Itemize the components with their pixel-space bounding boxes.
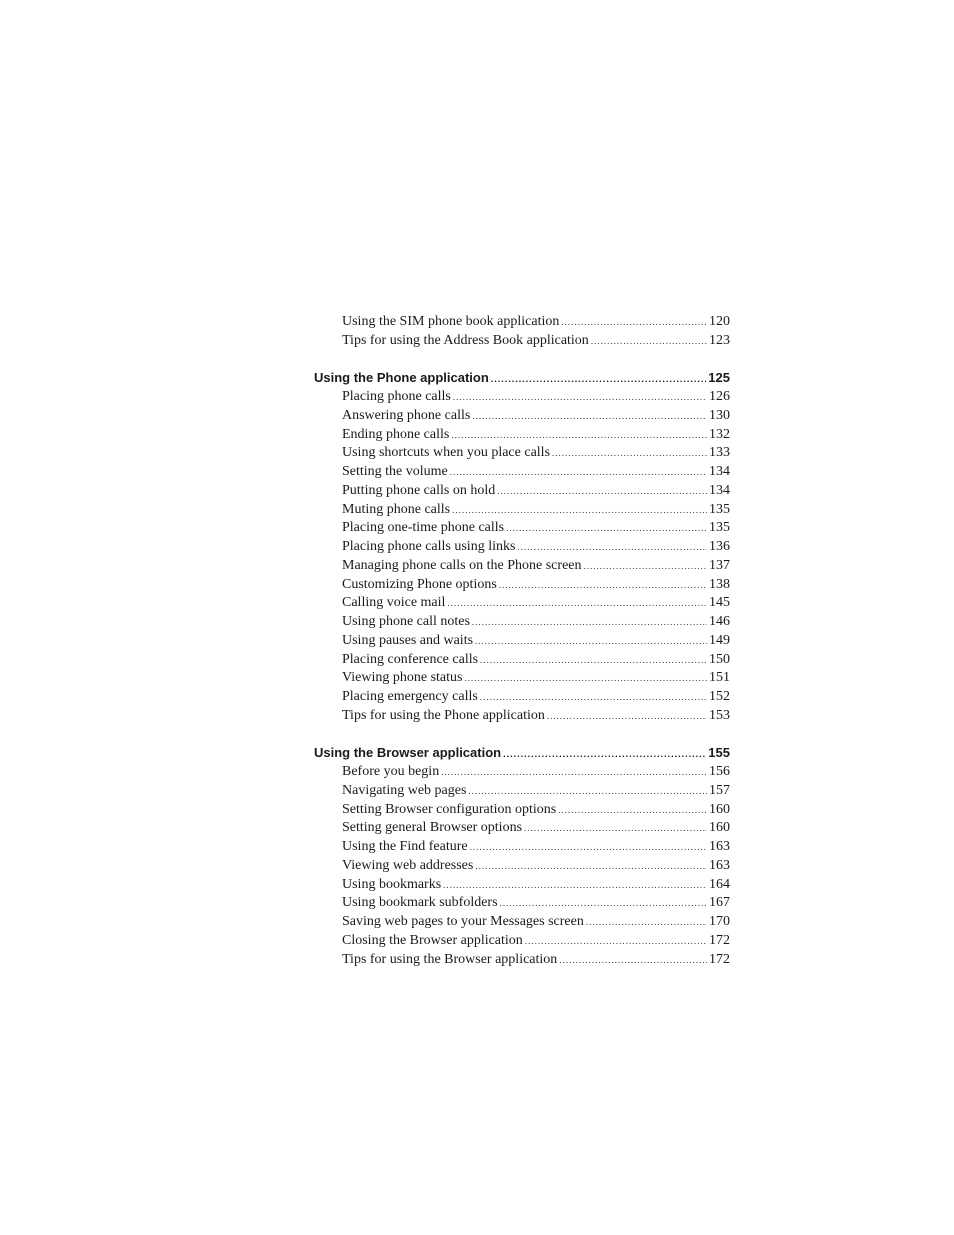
toc-entry[interactable]: [314, 932, 730, 951]
toc-entry[interactable]: [314, 763, 730, 782]
entry-title: Customizing Phone options: [342, 576, 497, 592]
section-spacer: [314, 726, 730, 745]
entry-page-number: 136: [709, 539, 730, 554]
entry-title: Saving web pages to your Messages screen: [342, 914, 584, 929]
dot-leader: [480, 651, 707, 670]
dot-leader: [586, 913, 707, 932]
entry-page-number: 157: [709, 782, 730, 798]
entry-title: Navigating web pages: [342, 782, 467, 798]
entry-page-number: 137: [709, 557, 730, 573]
entry-page-number: 164: [709, 876, 730, 892]
entry-page-number: 160: [709, 820, 730, 836]
toc-section-heading[interactable]: [314, 369, 730, 388]
toc-entry[interactable]: [314, 557, 730, 576]
entry-title: Setting Browser configuration options: [342, 801, 557, 817]
toc-entry[interactable]: [314, 688, 730, 707]
dot-leader: [547, 707, 707, 726]
entry-title: Using pauses and waits: [342, 632, 474, 648]
dot-leader: [503, 745, 706, 764]
entry-page-number: 151: [709, 670, 730, 686]
section-title: Using the Browser application: [314, 745, 502, 761]
toc-entry[interactable]: [314, 538, 730, 557]
dot-leader: [500, 894, 707, 913]
entry-title: Using shortcuts when you place calls: [342, 445, 551, 461]
dot-leader: [468, 782, 707, 801]
entry-title: Muting phone calls: [342, 501, 451, 517]
toc-entry[interactable]: [314, 313, 730, 332]
entry-title: Placing one-time phone calls: [342, 520, 505, 536]
entry-page-number: 126: [709, 389, 730, 404]
toc-entry[interactable]: [314, 594, 730, 613]
dot-leader: [447, 594, 707, 613]
entry-title: Managing phone calls on the Phone screen: [342, 557, 582, 573]
dot-leader: [499, 576, 707, 595]
entry-title: Placing phone calls using links: [342, 539, 516, 554]
entry-page-number: 123: [709, 332, 730, 348]
section-page-number: 125: [708, 370, 730, 386]
toc-entry[interactable]: [314, 801, 730, 820]
toc-entry[interactable]: [314, 519, 730, 538]
entry-page-number: 138: [709, 576, 730, 592]
dot-leader: [475, 857, 707, 876]
toc-entry[interactable]: [314, 876, 730, 895]
toc-entry[interactable]: [314, 951, 730, 970]
section-title: Using the Phone application: [314, 370, 489, 386]
toc-entry[interactable]: [314, 894, 730, 913]
dot-leader: [480, 688, 707, 707]
toc-entry[interactable]: [314, 707, 730, 726]
dot-leader: [517, 538, 707, 557]
dot-leader: [506, 519, 707, 538]
dot-leader: [475, 632, 707, 651]
entry-page-number: 153: [709, 707, 730, 723]
dot-leader: [472, 407, 707, 426]
toc-entry[interactable]: [314, 838, 730, 857]
toc-entry[interactable]: [314, 651, 730, 670]
entry-page-number: 146: [709, 614, 730, 629]
entry-page-number: 156: [709, 764, 730, 779]
dot-leader: [524, 819, 707, 838]
entry-title: Placing conference calls: [342, 651, 479, 667]
entry-title: Ending phone calls: [342, 426, 450, 442]
entry-page-number: 135: [709, 501, 730, 517]
entry-page-number: 134: [709, 464, 730, 479]
entry-title: Calling voice mail: [342, 595, 446, 611]
dot-leader: [464, 669, 707, 688]
dot-leader: [472, 613, 707, 632]
entry-title: Placing emergency calls: [342, 689, 478, 704]
toc-entry[interactable]: [314, 819, 730, 838]
entry-page-number: 167: [709, 895, 730, 911]
entry-page-number: 163: [709, 839, 730, 854]
entry-title: Using the SIM phone book application: [342, 314, 560, 329]
toc-entry[interactable]: [314, 632, 730, 651]
dot-leader: [584, 557, 708, 576]
toc-entry[interactable]: [314, 332, 730, 351]
dot-leader: [453, 388, 707, 407]
dot-leader: [441, 763, 707, 782]
dot-leader: [443, 876, 707, 895]
toc-entry[interactable]: [314, 463, 730, 482]
toc-entry[interactable]: [314, 913, 730, 932]
dot-leader: [559, 951, 707, 970]
entry-title: Using bookmarks: [342, 876, 442, 892]
entry-page-number: 135: [709, 520, 730, 536]
section-spacer: [314, 351, 730, 370]
dot-leader: [561, 313, 707, 332]
entry-title: Using the Find feature: [342, 839, 468, 854]
entry-page-number: 150: [709, 651, 730, 667]
toc-entry[interactable]: [314, 444, 730, 463]
toc-entry[interactable]: [314, 501, 730, 520]
toc-entry[interactable]: [314, 857, 730, 876]
entry-title: Closing the Browser application: [342, 932, 523, 948]
entry-title: Tips for using the Address Book application: [342, 332, 589, 348]
entry-page-number: 120: [709, 314, 730, 329]
entry-page-number: 172: [709, 932, 730, 948]
entry-page-number: 152: [709, 689, 730, 704]
entry-title: Setting the volume: [342, 464, 448, 479]
entry-title: Tips for using the Browser application: [342, 951, 558, 967]
dot-leader: [451, 426, 707, 445]
table-of-contents: [314, 313, 730, 969]
entry-title: Tips for using the Phone application: [342, 707, 545, 723]
entry-page-number: 145: [709, 595, 730, 611]
dot-leader: [525, 932, 707, 951]
entry-title: Using bookmark subfolders: [342, 895, 498, 911]
entry-page-number: 163: [709, 857, 730, 873]
section-page-number: 155: [708, 745, 730, 761]
entry-page-number: 172: [709, 951, 730, 967]
dot-leader: [591, 332, 707, 351]
dot-leader: [452, 501, 707, 520]
entry-title: Putting phone calls on hold: [342, 482, 496, 498]
toc-entry[interactable]: [314, 388, 730, 407]
entry-title: Viewing web addresses: [342, 857, 474, 873]
toc-entry[interactable]: [314, 407, 730, 426]
toc-entry[interactable]: [314, 669, 730, 688]
dot-leader: [497, 482, 707, 501]
entry-title: Before you begin: [342, 764, 440, 779]
dot-leader: [552, 444, 707, 463]
entry-title: Setting general Browser options: [342, 820, 523, 836]
entry-title: Placing phone calls: [342, 389, 451, 404]
toc-entry[interactable]: [314, 426, 730, 445]
dot-leader: [491, 370, 707, 389]
dot-leader: [450, 463, 707, 482]
toc-entry[interactable]: [314, 576, 730, 595]
entry-page-number: 134: [709, 482, 730, 498]
entry-title: Answering phone calls: [342, 407, 471, 423]
toc-entry[interactable]: [314, 613, 730, 632]
entry-page-number: 160: [709, 801, 730, 817]
entry-title: Viewing phone status: [342, 670, 463, 686]
entry-page-number: 170: [709, 914, 730, 929]
toc-section-heading[interactable]: [314, 744, 730, 763]
entry-page-number: 130: [709, 407, 730, 423]
entry-page-number: 132: [709, 426, 730, 442]
dot-leader: [558, 801, 707, 820]
toc-entry[interactable]: [314, 482, 730, 501]
entry-page-number: 149: [709, 632, 730, 648]
toc-entry[interactable]: [314, 782, 730, 801]
entry-page-number: 133: [709, 445, 730, 461]
entry-title: Using phone call notes: [342, 614, 470, 629]
dot-leader: [470, 838, 707, 857]
